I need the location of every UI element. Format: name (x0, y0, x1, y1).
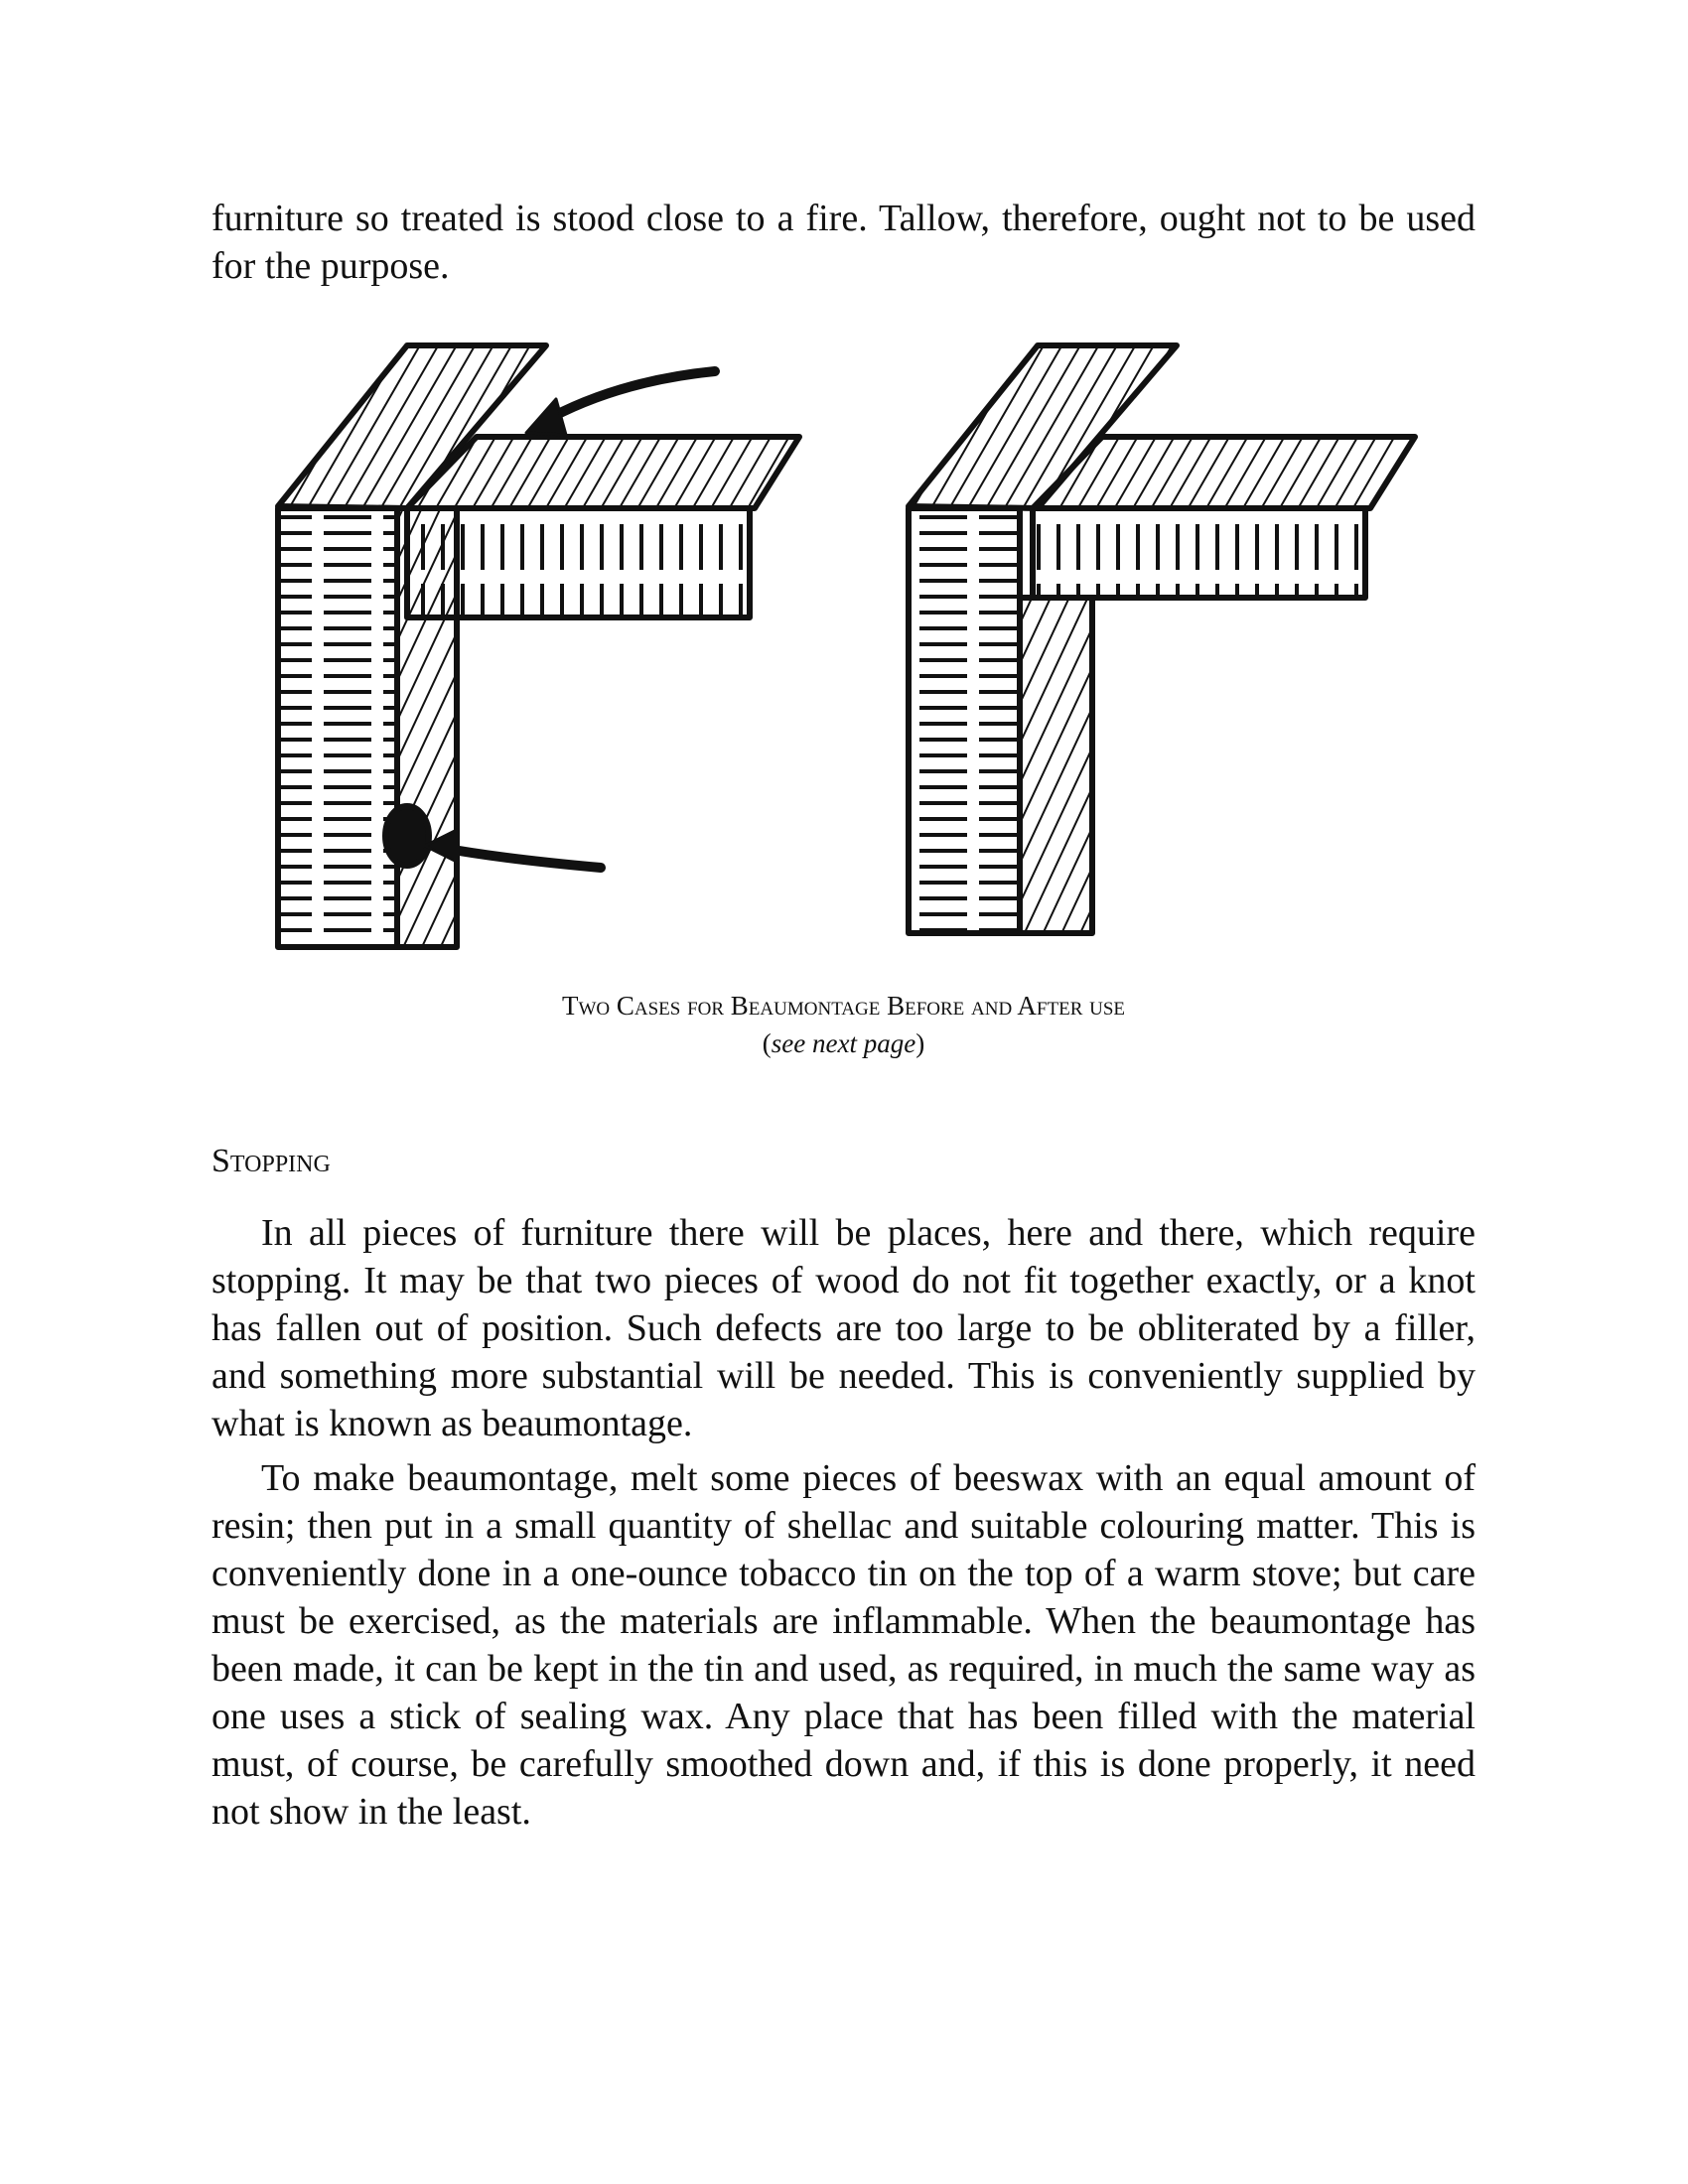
section-heading: Stopping (211, 1143, 331, 1179)
case-before-use (278, 345, 799, 947)
body-paragraph-1: In all pieces of furniture there will be places, here and there, which require stopping. It may be that two pieces of wood do not fit together exactly, or a knot has fallen out of position. Such defects are too large to be obliterated by a filler, and something more substantial will be needed. This is conveniently supplied by what is known as beaumontage. (211, 1212, 1476, 1444)
caption-see-next-page: see next page (771, 1028, 916, 1058)
figure-caption-note (211, 1024, 1476, 1062)
intro-paragraph: furniture so treated is stood close to a fire. Tallow, therefore, ought not to be used for the purpose. (211, 198, 1476, 287)
caption-paren-close: ) (915, 1028, 925, 1058)
beaumontage-illustration (258, 338, 1430, 963)
caption-paren-open: ( (762, 1028, 772, 1058)
case-after-use (909, 345, 1415, 933)
body-paragraph-2: To make beaumontage, melt some pieces of beeswax with an equal amount of resin; then put in a small quantity of shellac and suitable colouring matter. This is conveniently done in a one-ounce tobacco tin on the top of a warm stove; but care must be exercised, as the materials are inflammable. When the beaumontage has been made, it can be kept in the tin and used, as required, in much the same way as one uses a stick of sealing wax. Any place that has been filled with the material must, of course, be carefully smoothed down and, if this is done properly, it need not show in the least. (211, 1457, 1476, 1833)
figure-caption: Two Cases for Beaumontage Before and After use (561, 991, 1126, 1021)
